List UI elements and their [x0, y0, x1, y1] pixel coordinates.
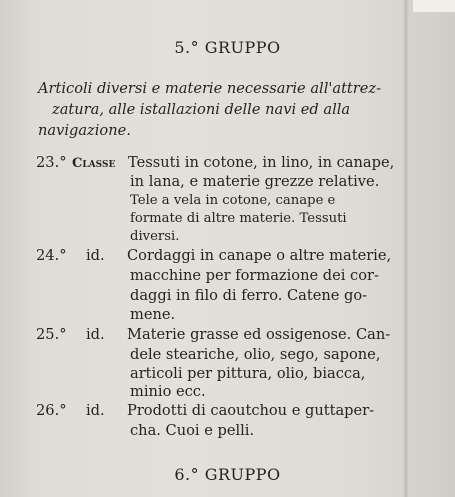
- entry-26-line-2: cha. Cuoi e pelli.: [130, 422, 255, 439]
- entry-23-small-3: diversi.: [130, 229, 180, 244]
- entry-24-line-2: macchine per formazione dei cor-: [130, 267, 379, 284]
- group6-heading: 6.° GRUPPO: [174, 465, 281, 484]
- group5-intro: [38, 78, 436, 141]
- entry-24-line-3: daggi in filo di ferro. Catene go-: [130, 287, 368, 304]
- entry-25-label: id.: [86, 326, 105, 343]
- entry-23-line-2: in lana, e materie grezze relative.: [130, 173, 380, 190]
- intro-line-1: Articoli diversi e materie necessarie all'attrez-: [38, 80, 382, 97]
- entry-23-classe: Classe: [72, 156, 116, 171]
- torn-corner: [413, 0, 455, 12]
- entry-24-line-4: mene.: [130, 306, 176, 323]
- entry-23-small-1: Tele a vela in cotone, canape e: [130, 193, 336, 208]
- entry-23-label: [72, 153, 115, 174]
- entry-25-line-4: minio ecc.: [130, 383, 206, 400]
- entry-26-number: 26.°: [36, 402, 67, 419]
- entry-26-label: id.: [86, 402, 105, 419]
- entry-25-line-2: dele steariche, olio, sego, sapone,: [130, 346, 381, 363]
- page-fold: [403, 0, 409, 497]
- entry-23-line-1: Tessuti in cotone, in lino, in canape,: [128, 154, 395, 171]
- intro-line-2: zatura, alle istallazioni delle navi ed alla: [52, 101, 351, 118]
- entry-24-label: id.: [86, 247, 105, 264]
- intro-line-3: navigazione.: [38, 122, 131, 139]
- entry-25-line-3: articoli per pittura, olio, biacca,: [130, 365, 366, 382]
- entry-23-small-2: formate di altre materie. Tessuti: [130, 211, 347, 226]
- entry-23-number: 23.°: [36, 154, 67, 171]
- entry-25-number: 25.°: [36, 326, 67, 343]
- entry-24-line-1: Cordaggi in canape o altre materie,: [127, 247, 392, 264]
- entry-25-line-1: Materie grasse ed ossigenose. Can-: [127, 326, 391, 343]
- entry-26-line-1: Prodotti di caoutchou e guttaper-: [127, 402, 375, 419]
- group5-heading: 5.° GRUPPO: [174, 38, 281, 57]
- entry-24-number: 24.°: [36, 247, 67, 264]
